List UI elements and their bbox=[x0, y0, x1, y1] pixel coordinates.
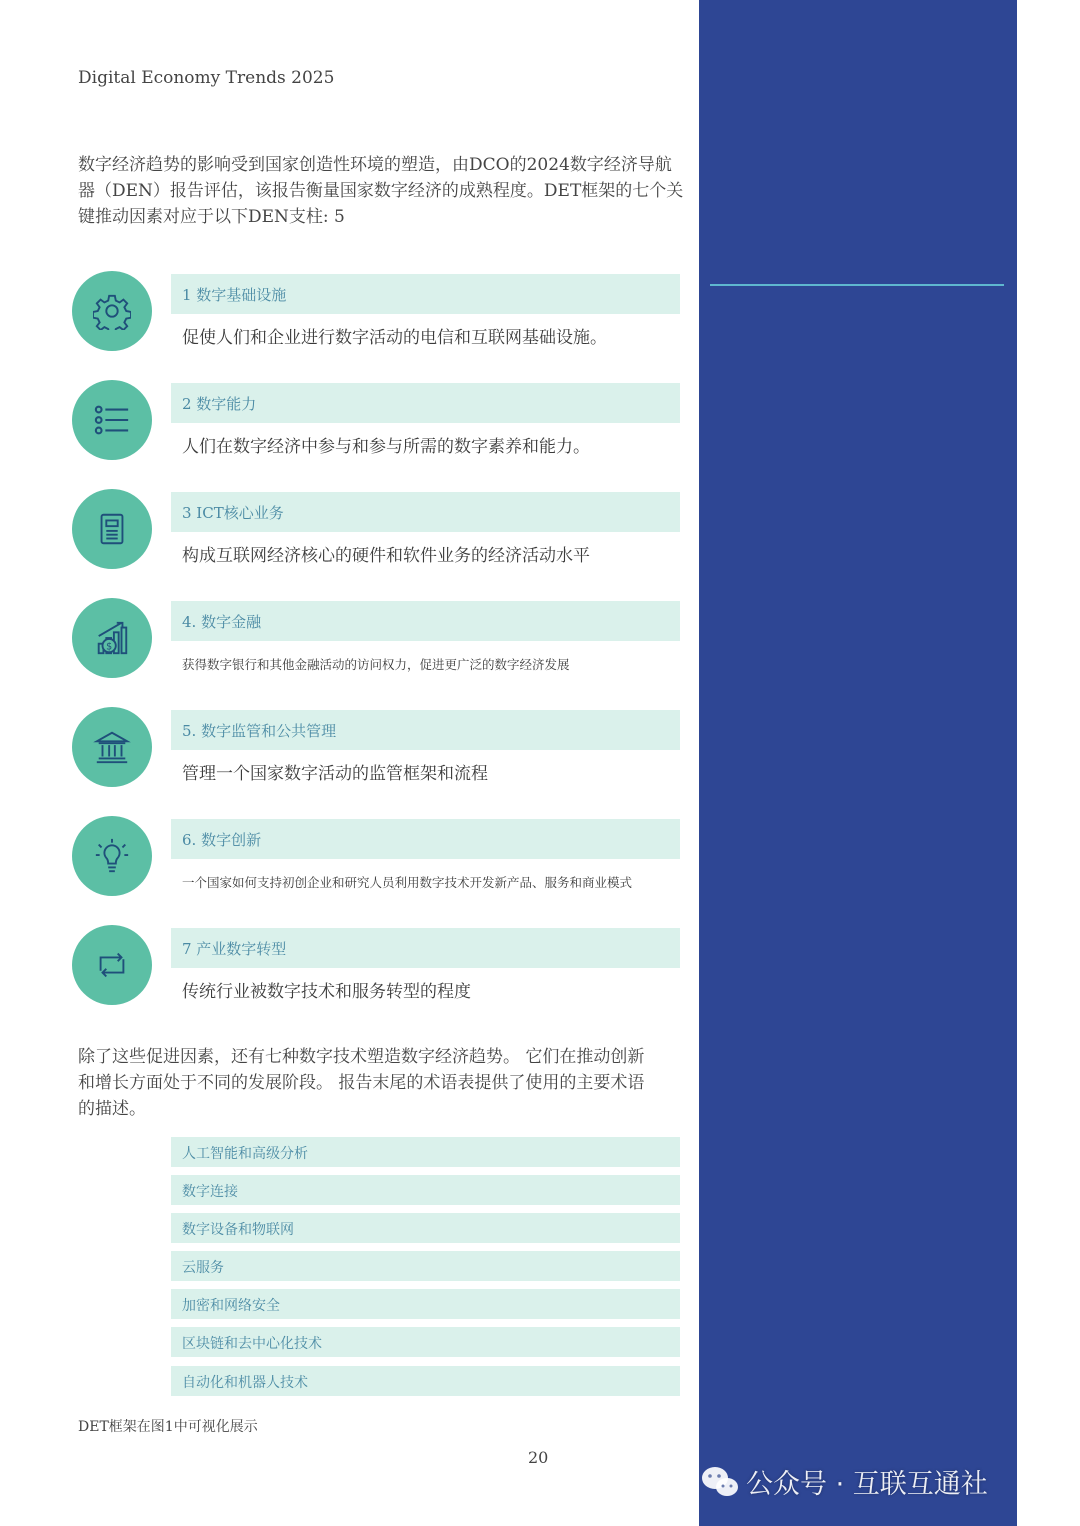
technology-label: 自动化和机器人技术 bbox=[182, 1375, 308, 1391]
enabler-icon-circle bbox=[72, 380, 152, 460]
enabler-description: 管理一个国家数字活动的监管框架和流程 bbox=[182, 764, 488, 784]
technology-label: 人工智能和高级分析 bbox=[182, 1146, 308, 1162]
technology-item bbox=[171, 1137, 680, 1167]
technology-label: 数字连接 bbox=[182, 1184, 238, 1200]
government-building-icon bbox=[93, 728, 131, 766]
enabler-description: 促使人们和企业进行数字活动的电信和互联网基础设施。 bbox=[182, 328, 607, 348]
enabler-description: 获得数字银行和其他金融活动的访问权力，促进更广泛的数字经济发展 bbox=[182, 657, 570, 672]
enabler-title: 1 数字基础设施 bbox=[182, 286, 287, 304]
technology-item bbox=[171, 1251, 680, 1281]
technology-item bbox=[171, 1175, 680, 1205]
enabler-item bbox=[72, 925, 680, 1015]
transform-arrows-icon bbox=[93, 946, 131, 984]
document-icon bbox=[93, 510, 131, 548]
enabler-title-bar bbox=[171, 601, 680, 641]
technology-label: 数字设备和物联网 bbox=[182, 1222, 294, 1238]
enabler-item bbox=[72, 816, 680, 906]
enabler-description: 传统行业被数字技术和服务转型的程度 bbox=[182, 982, 471, 1002]
technology-label: 加密和网络安全 bbox=[182, 1298, 280, 1314]
enabler-icon-circle bbox=[72, 925, 152, 1005]
enabler-title: 6. 数字创新 bbox=[182, 831, 262, 849]
page-header-title: Digital Economy Trends 2025 bbox=[78, 68, 335, 88]
technology-item bbox=[171, 1213, 680, 1243]
intro-paragraph: 数字经济趋势的影响受到国家创造性环境的塑造，由DCO的2024数字经济导航器（DEN）报告评估，该报告衡量国家数字经济的成熟程度。DET框架的七个关键推动因素对应于以下DEN支柱: 5 bbox=[78, 155, 684, 227]
technology-item bbox=[171, 1327, 680, 1357]
enabler-icon-circle bbox=[72, 271, 152, 351]
enabler-title-bar bbox=[171, 383, 680, 423]
closing-paragraph: 除了这些促进因素，还有七种数字技术塑造数字经济趋势。 它们在推动创新和增长方面处于不同的发展阶段。 报告末尾的术语表提供了使用的主要术语的描述。 bbox=[78, 1047, 645, 1119]
lightbulb-icon bbox=[93, 837, 131, 875]
wechat-icon bbox=[700, 1465, 740, 1499]
enabler-description: 一个国家如何支持初创企业和研究人员利用数字技术开发新产品、服务和商业模式 bbox=[182, 875, 633, 890]
enabler-title: 3 ICT核心业务 bbox=[182, 504, 284, 522]
figure-footnote: DET框架在图1中可视化展示 bbox=[78, 1419, 258, 1435]
svg-text:$: $ bbox=[106, 641, 113, 653]
enabler-title: 4. 数字金融 bbox=[182, 613, 262, 631]
watermark-text: 公众号 · 互联互通社 bbox=[746, 1469, 988, 1500]
list-icon bbox=[93, 401, 131, 439]
enabler-title-bar bbox=[171, 928, 680, 968]
enabler-description: 人们在数字经济中参与和参与所需的数字素养和能力。 bbox=[182, 437, 590, 457]
technology-label: 区块链和去中心化技术 bbox=[182, 1336, 322, 1352]
finance-growth-icon bbox=[93, 619, 131, 657]
enabler-icon-circle bbox=[72, 707, 152, 787]
page-number: 20 bbox=[528, 1448, 549, 1467]
enabler-item bbox=[72, 598, 680, 688]
enabler-title: 5. 数字监管和公共管理 bbox=[182, 722, 337, 740]
enabler-icon-circle bbox=[72, 489, 152, 569]
enabler-item bbox=[72, 380, 680, 470]
technology-label: 云服务 bbox=[182, 1260, 224, 1276]
enabler-item bbox=[72, 489, 680, 579]
enabler-title: 2 数字能力 bbox=[182, 395, 257, 413]
enabler-title: 7 产业数字转型 bbox=[182, 940, 287, 958]
enabler-title-bar bbox=[171, 274, 680, 314]
enabler-title-bar bbox=[171, 492, 680, 532]
technology-item bbox=[171, 1289, 680, 1319]
enabler-item bbox=[72, 707, 680, 797]
technology-item bbox=[171, 1366, 680, 1396]
sidebar-divider bbox=[710, 284, 1004, 286]
gear-icon bbox=[93, 292, 131, 330]
enabler-description: 构成互联网经济核心的硬件和软件业务的经济活动水平 bbox=[182, 546, 590, 566]
enabler-title-bar bbox=[171, 710, 680, 750]
enabler-item bbox=[72, 271, 680, 361]
watermark bbox=[700, 1462, 988, 1501]
sidebar-panel bbox=[699, 0, 1017, 1526]
enabler-icon-circle bbox=[72, 816, 152, 896]
enabler-title-bar bbox=[171, 819, 680, 859]
enabler-icon-circle bbox=[72, 598, 152, 678]
